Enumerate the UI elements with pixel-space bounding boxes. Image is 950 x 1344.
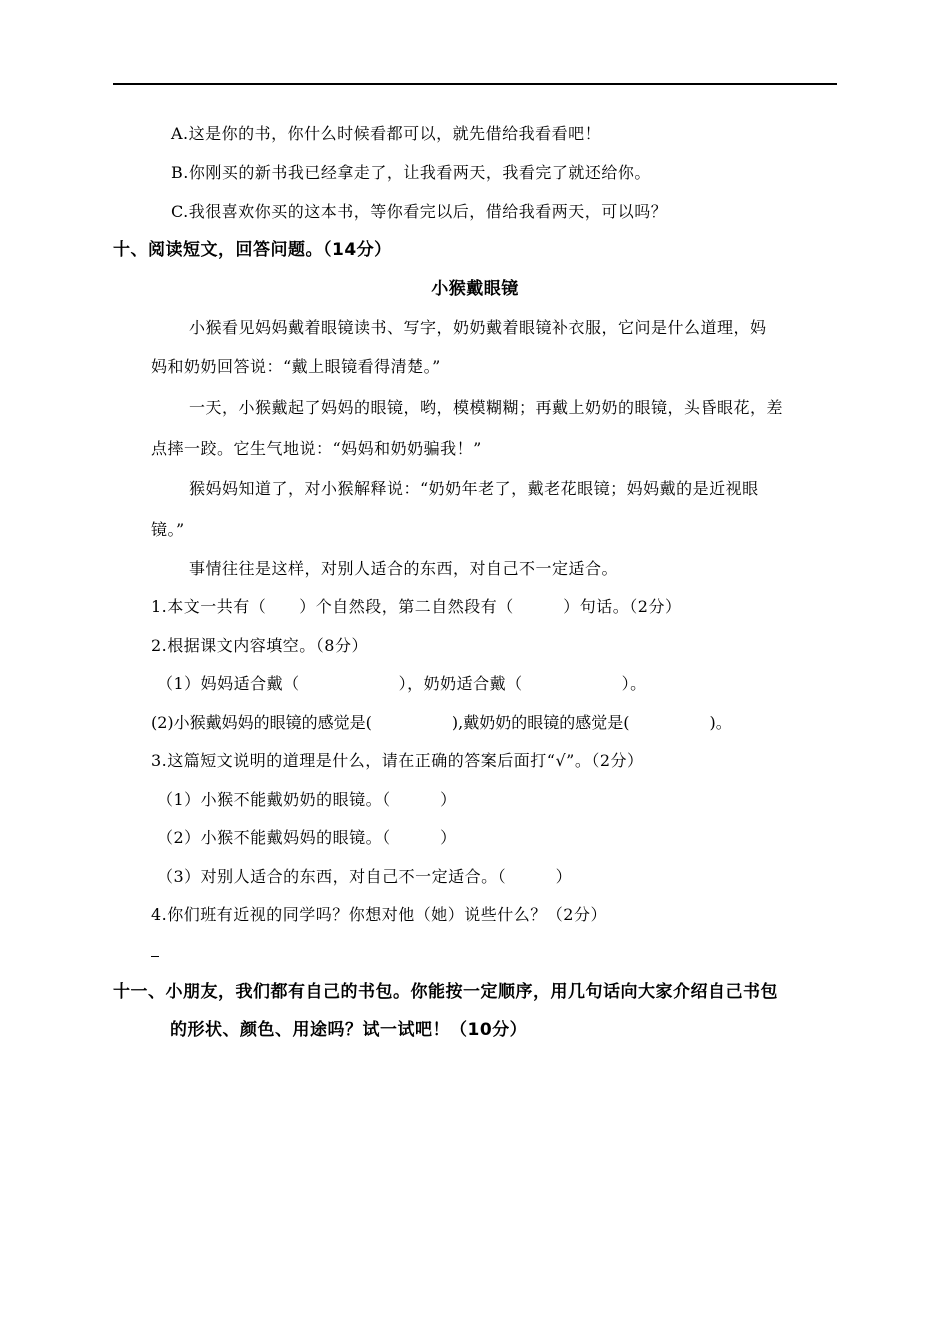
- question-4: 4.你们班有近视的同学吗？你想对他（她）说些什么？（2分）: [151, 905, 607, 924]
- section-10-heading: 十、阅读短文，回答问题。（14分）: [113, 240, 392, 260]
- answer-line-mark: [151, 956, 159, 957]
- option-c: C.我很喜欢你买的这本书，等你看完以后，借给我看两天，可以吗？: [171, 202, 668, 221]
- story-paragraph-2-line-1: 一天，小猴戴起了妈妈的眼镜，哟，模模糊糊；再戴上奶奶的眼镜，头昏眼花，差: [189, 398, 784, 417]
- question-2-item-1: （1）妈妈适合戴（ ），奶奶适合戴（ ）。: [157, 674, 647, 693]
- option-b: B.你刚买的新书我已经拿走了，让我看两天，我看完了就还给你。: [171, 163, 651, 182]
- story-paragraph-3-line-1: 猴妈妈知道了，对小猴解释说：“奶奶年老了，戴老花眼镜；妈妈戴的是近视眼: [189, 479, 759, 498]
- question-1: 1.本文一共有（ ）个自然段，第二自然段有（ ）句话。（2分）: [151, 597, 682, 616]
- story-title: 小猴戴眼镜: [431, 279, 519, 299]
- question-2-item-2: (2)小猴戴妈妈的眼镜的感觉是( ),戴奶奶的眼镜的感觉是( )。: [151, 713, 732, 732]
- story-paragraph-1-line-1: 小猴看见妈妈戴着眼镜读书、写字，奶奶戴着眼镜补衣服，它问是什么道理，妈: [189, 318, 767, 337]
- story-paragraph-2-line-2: 点摔一跤。它生气地说：“妈妈和奶奶骗我！”: [151, 439, 482, 458]
- story-paragraph-3-line-2: 镜。”: [151, 520, 185, 539]
- question-3-option-2: （2）小猴不能戴妈妈的眼镜。（ ）: [157, 828, 457, 847]
- story-paragraph-4: 事情往往是这样，对别人适合的东西，对自己不一定适合。: [189, 559, 619, 578]
- section-11-heading-line-2: 的形状、颜色、用途吗？试一试吧！（10分）: [170, 1020, 528, 1040]
- question-2: 2.根据课文内容填空。（8分）: [151, 636, 368, 655]
- question-3-option-3: （3）对别人适合的东西，对自己不一定适合。（ ）: [157, 867, 573, 886]
- section-11-heading-line-1: 十一、小朋友，我们都有自己的书包。你能按一定顺序，用几句话向大家介绍自己书包: [113, 982, 778, 1002]
- option-a: A.这是你的书，你什么时候看都可以，就先借给我看看吧！: [171, 124, 602, 143]
- question-3: 3.这篇短文说明的道理是什么，请在正确的答案后面打“√”。（2分）: [151, 751, 644, 770]
- story-paragraph-1-line-2: 妈和奶奶回答说：“戴上眼镜看得清楚。”: [151, 357, 441, 376]
- top-rule: [113, 83, 837, 85]
- question-3-option-1: （1）小猴不能戴奶奶的眼镜。（ ）: [157, 790, 457, 809]
